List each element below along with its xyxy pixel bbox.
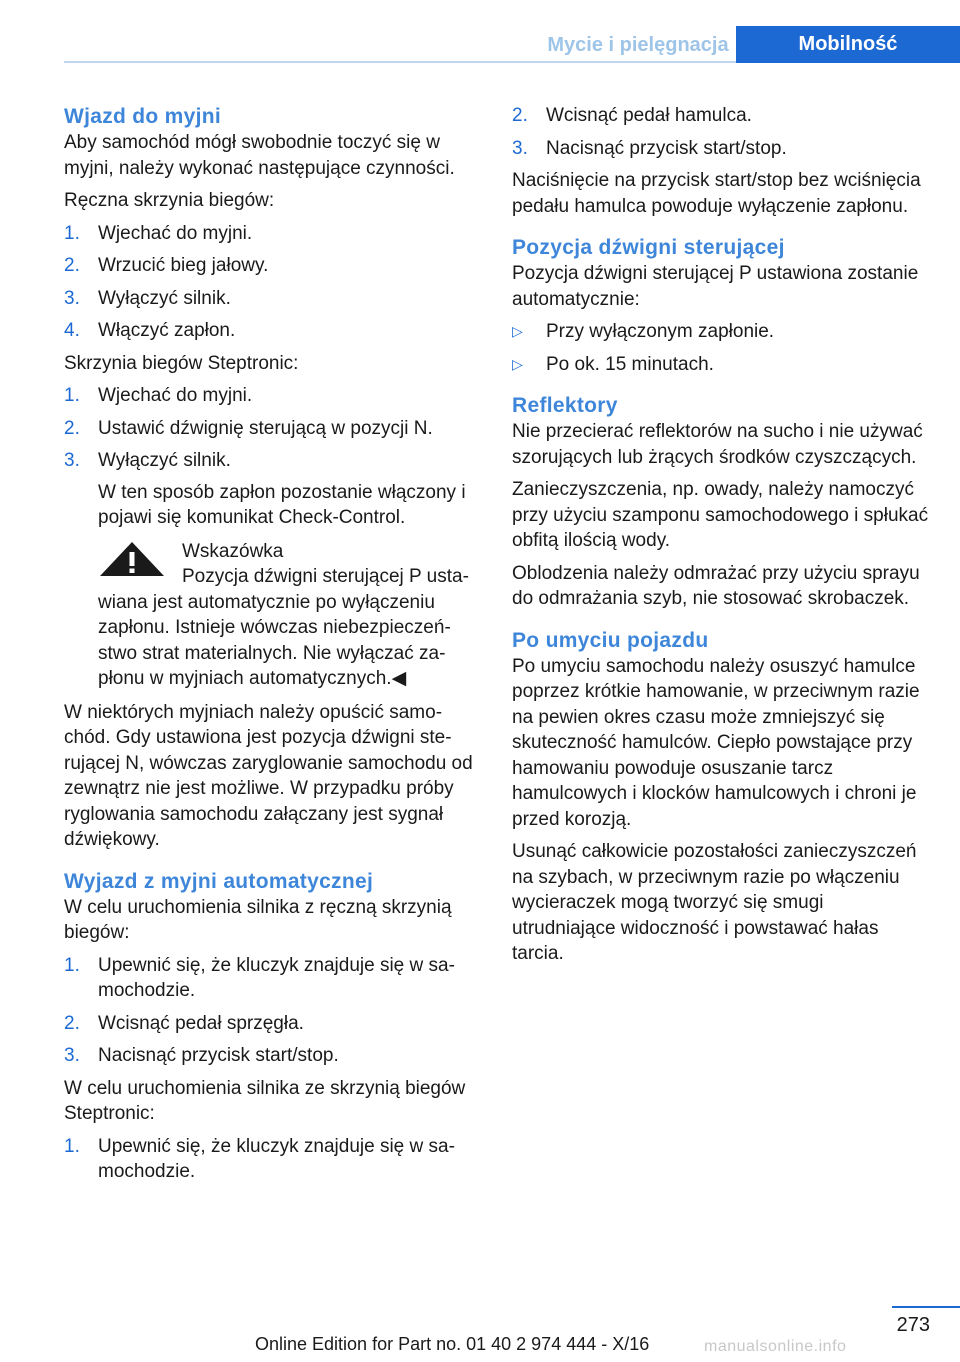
paragraph: W celu uruchomienia silnika ze skrzynią biegów Steptronic: [64,1077,466,1124]
paragraph: Nie przecierać reflektorów na sucho i nie używać szorujących lub żrących środków czyszczących. [512,421,923,468]
numbered-list [512,103,932,161]
edition-footer: Online Edition for Part no. 01 40 2 974 444 - X/16 [255,1334,650,1354]
paragraph: Pozycja dźwigni sterującej P ustawiona zostanie automatycznie: [512,263,919,310]
list-text: Wyłączyć silnik. [98,450,231,471]
paragraph: W niektórych myjniach należy opuścić samochód. Gdy ustawiona jest pozycja dźwigni sterującej N, wówczas zaryglowanie samochodu od zewnątrz nie jest możliwe. W przypadku próby ryglowania samochodu załączany jest sygnał dźwiękowy. [64,701,473,850]
paragraph: Zanieczyszczenia, np. owady, należy namoczyć przy użyciu szamponu samochodowego i spłukać obfitą ilością wody. [512,479,929,551]
list-item-continuation: W ten sposób zapłon pozostanie włączony i pojawi się komunikat Check-Control. [98,481,466,528]
numbered-list [64,1134,474,1185]
paragraph: Usunąć całkowicie pozostałości zanieczyszczeń na szybach, w przeciwnym razie po włączeniu wycieraczek mogą tworzyć się smugi utrudniające widoczność i powstawać hałas tarcia. [512,841,917,964]
list-text: Nacisnąć przycisk start/stop. [546,137,787,159]
heading-after-washing: Po umyciu pojazdu [512,628,709,652]
list-item [64,1043,474,1069]
list-item [64,1134,474,1185]
list-text: Przy wyłączonym zapłonie. [546,321,775,342]
list-number: 3. [64,1045,80,1066]
header-section-label: Mycie i pielęgnacja [547,34,729,56]
watermark-site: manualsonline.info [704,1338,847,1355]
heading-headlights: Reflektory [512,394,618,417]
list-text: Ustawić dźwignię sterującą w pozycji N. [98,417,433,439]
list-item [64,416,474,442]
list-text: Nacisnąć przycisk start/stop. [98,1045,339,1066]
header-chapter-tab: Mobilność [736,26,960,63]
warning-title: Wskazówka [182,540,284,562]
heading-car-wash-entry: Wjazd do myjni [64,105,222,128]
paragraph: Skrzynia biegów Steptronic: [64,352,299,374]
list-item [64,383,474,409]
list-item [64,318,474,344]
list-text: Po ok. 15 minutach. [546,353,714,375]
list-text: Włączyć zapłon. [98,320,236,341]
list-item [512,103,932,129]
list-number: 1. [64,222,80,244]
list-text: Wcisnąć pedał sprzęgła. [98,1012,304,1034]
list-number: 3. [64,287,80,309]
left-column [64,103,474,1192]
list-text: Upewnić się, że kluczyk znajduje się w samochodzie. [98,954,455,1001]
list-text: Wjechać do myjni. [98,385,253,406]
list-item [64,221,474,247]
list-number: 1. [64,1135,80,1157]
paragraph: Naciśnięcie na przycisk start/stop bez wciśnięcia pedału hamulca powoduje wyłączenie zapłonu. [512,170,921,217]
list-number: 2. [64,255,80,276]
numbered-list [64,953,474,1069]
heading-selector-lever-position: Pozycja dźwigni sterującej [512,236,785,259]
list-text: Wcisnąć pedał hamulca. [546,105,752,126]
numbered-list [64,221,474,344]
list-number: 3. [512,137,528,159]
right-column [512,103,932,974]
list-number: 2. [64,1012,80,1034]
paragraph: Po umyciu samochodu należy osuszyć hamulce poprzez krótkie hamowanie, w przeciwnym razie na pewien okres czasu może zmniejszyć się skuteczność hamulców. Ciepło powstające przy hamowaniu powoduje osuszanie tarcz hamulcowych i klocków hamulcowych i chroni je przed korozją. [512,655,920,830]
list-text: Wrzucić bieg jałowy. [98,255,269,276]
list-item [512,352,932,378]
list-text: Wyłączyć silnik. [98,287,231,309]
triangle-bullet-icon: ▷ [512,323,523,339]
list-item [64,1011,474,1037]
list-item [512,319,932,345]
warning-body: Pozycja dźwigni sterującej P ustawiana jest automatycznie po wyłączeniu zapłonu. Istnieje wówczas niebezpieczeństwo strat materialnych. Nie wyłączać zapłonu w myjniach automatycznych.◀ [98,566,469,689]
paragraph: Ręczna skrzynia biegów: [64,190,275,211]
footer-rule [892,1306,960,1308]
numbered-list [64,383,474,531]
list-item [64,286,474,312]
list-number: 2. [64,417,80,439]
list-number: 4. [64,320,80,341]
triangle-bullet-icon: ▷ [512,355,523,372]
list-number: 1. [64,385,80,406]
warning-box [98,539,474,692]
bullet-list [512,319,932,377]
warning-triangle-icon [98,541,166,577]
paragraph: Aby samochód mógł swobodnie toczyć się w myjni, należy wykonać następujące czynności. [64,132,455,179]
list-number: 2. [512,105,528,126]
list-item [64,253,474,279]
page-number: 273 [896,1314,930,1336]
list-number: 1. [64,954,80,976]
paragraph: W celu uruchomienia silnika z ręczną skrzynią biegów: [64,896,452,943]
list-item [512,136,932,162]
list-item [64,953,474,1004]
heading-car-wash-exit: Wyjazd z myjni automatycznej [64,869,374,893]
paragraph: Oblodzenia należy odmrażać przy użyciu sprayu do odmrażania szyb, nie stosować skrobaczek. [512,562,920,609]
list-number: 3. [64,450,80,471]
list-item [64,448,474,531]
list-text: Upewnić się, że kluczyk znajduje się w samochodzie. [98,1135,455,1182]
list-text: Wjechać do myjni. [98,222,253,244]
